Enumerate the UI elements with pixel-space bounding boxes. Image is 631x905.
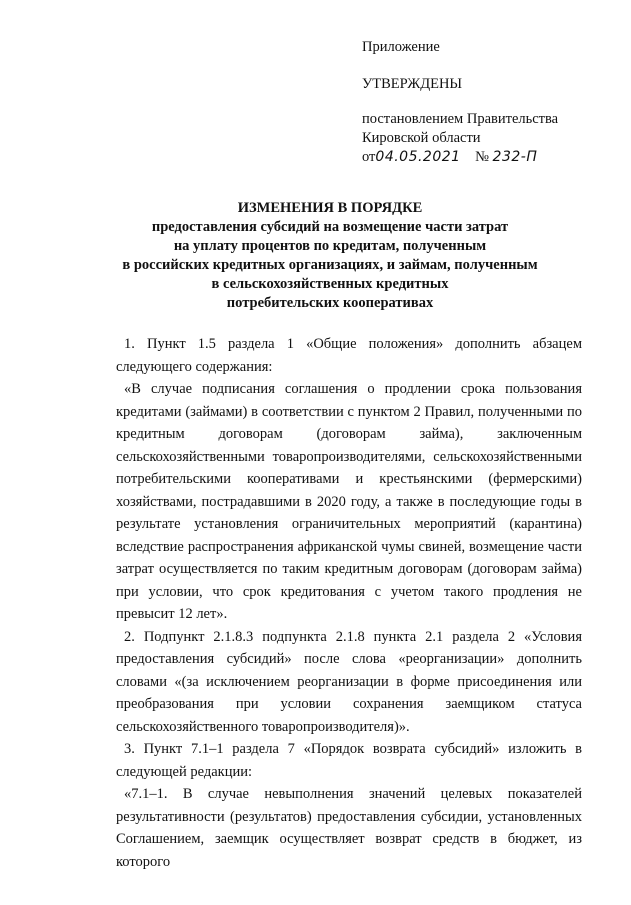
heading-line-1: предоставления субсидий на возмещение части затрат	[151, 219, 509, 235]
approved-label: УТВЕРЖДЕНЫ	[362, 76, 463, 92]
number-prefix: №	[475, 149, 489, 165]
paragraph-3: 2. Подпункт 2.1.8.3 подпункта 2.1.8 пункта 2.1 раздела 2 «Условия предоставления субсидий» после слова «реорганизации» дополнить словами «(за исключением реорганизации в форме присоединения или преобразования при условии сохранения заемщиком статуса сельскохозяйственного товаропроизводителя)».	[116, 628, 582, 735]
paragraph-2: «В случае подписания соглашения о продлении срока пользования кредитами (займами) в соответствии с пунктом 2 Правил, полученными по кредитным договорам (договорам займа), заключенным сельскохозяйственными товаропроизводителями, сельскохозяйственными потребительскими кооперативами и крестьянскими (фермерскими) хозяйствами, пострадавшими в 2020 году, а также в последующие годы в результате установления ограничительных мероприятий (карантина) вследствие распространения африканской чумы свиней, возмещение части затрат осуществляется по таким кредитным договорам (договорам займа) при условии, что срок кредитования с учетом такого продления не превысит 12 лет».	[116, 381, 582, 622]
handwritten-number: 232-П	[492, 149, 538, 165]
decree-date-line	[362, 148, 558, 167]
paragraph-5: «7.1–1. В случае невыполнения значений целевых показателей результативности (результатов) предоставления субсидии, установленных Соглашением, заемщик осуществляет возврат средств в бюджет, из которого	[116, 786, 582, 870]
decree-line-2: Кировской области	[362, 130, 481, 146]
date-prefix: от	[362, 149, 376, 165]
document-heading	[60, 199, 600, 313]
handwritten-date: 04.05.2021	[375, 149, 461, 165]
heading-line-3: в российских кредитных организациях, и займам, полученным	[122, 257, 538, 273]
decree-line-1: постановлением Правительства	[362, 111, 559, 127]
paragraph-4: 3. Пункт 7.1–1 раздела 7 «Порядок возврата субсидий» изложить в следующей редакции:	[116, 741, 582, 780]
heading-line-5: потребительских кооперативах	[226, 295, 434, 311]
appendix-label: Приложение	[362, 39, 440, 55]
heading-title: ИЗМЕНЕНИЯ В ПОРЯДКЕ	[237, 200, 423, 216]
approval-block	[362, 38, 558, 167]
heading-line-4: в сельскохозяйственных кредитных	[211, 276, 449, 292]
paragraph-1: 1. Пункт 1.5 раздела 1 «Общие положения» дополнить абзацем следующего содержания:	[116, 336, 582, 375]
heading-line-2: на уплату процентов по кредитам, полученным	[173, 238, 487, 254]
document-body	[116, 333, 582, 873]
